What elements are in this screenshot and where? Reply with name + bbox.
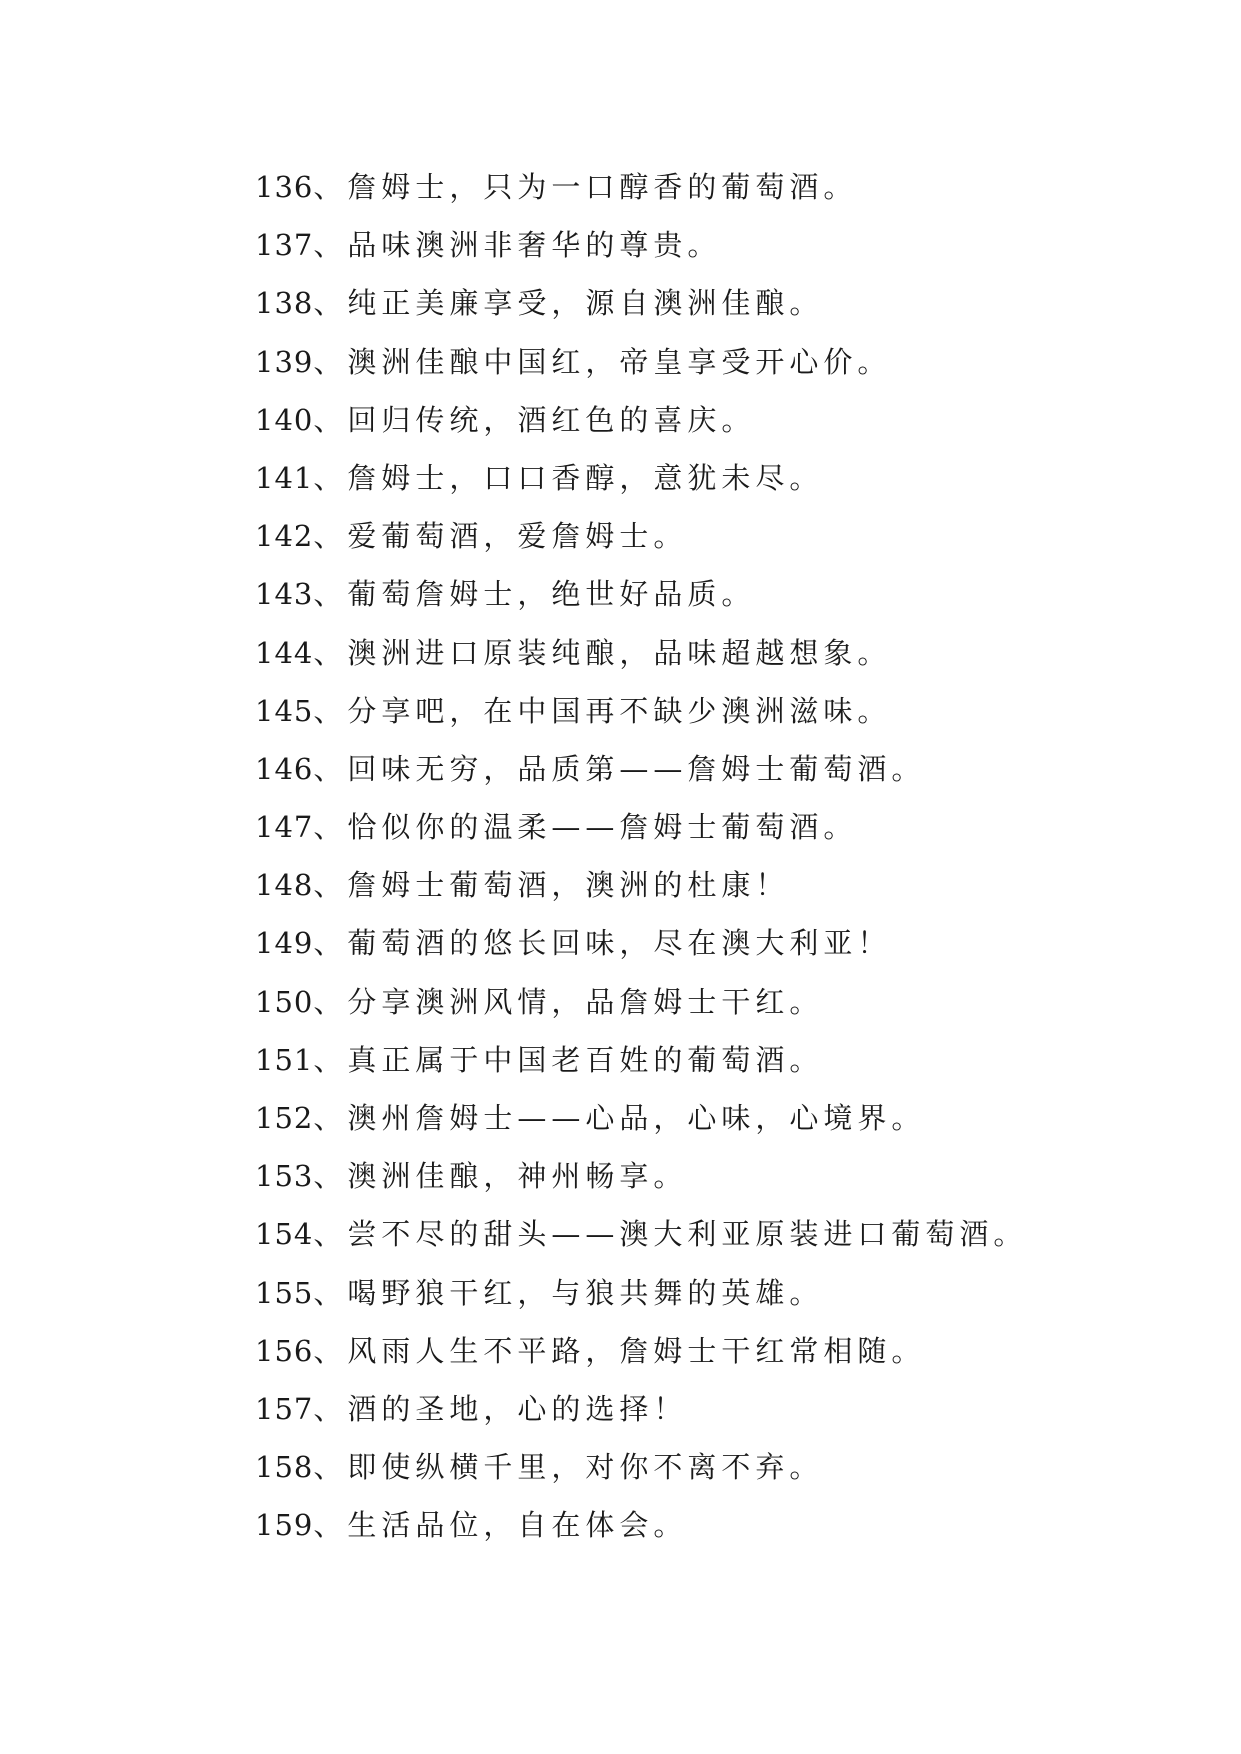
slogan-text: 、葡萄詹姆士，绝世好品质。 [313,577,756,612]
slogan-number: 158 [255,1450,314,1485]
slogan-line [255,1322,1135,1380]
slogan-line [255,158,1135,216]
slogan-number: 150 [255,984,314,1019]
slogan-line [255,624,1135,682]
slogan-number: 140 [255,402,314,437]
slogan-text: 、酒的圣地，心的选择！ [313,1391,688,1426]
slogan-text: 、澳洲佳酿，神州畅享。 [313,1159,688,1194]
slogan-number: 157 [255,1391,314,1426]
slogan-line [255,856,1135,914]
slogan-number: 153 [255,1159,314,1194]
slogan-number: 151 [255,1042,314,1077]
slogan-text: 、爱葡萄酒，爱詹姆士。 [313,519,688,554]
slogan-line [255,391,1135,449]
slogan-text: 、即使纵横千里，对你不离不弃。 [313,1450,824,1485]
slogan-number: 139 [255,344,314,379]
slogan-number: 148 [255,868,314,903]
slogan-text: 、品味澳洲非奢华的尊贵。 [313,228,722,263]
slogan-text: 、回归传统，酒红色的喜庆。 [313,402,756,437]
slogan-text: 、分享吧，在中国再不缺少澳洲滋味。 [313,693,892,728]
slogan-line [255,1089,1135,1147]
slogan-line [255,565,1135,623]
slogan-line [255,507,1135,565]
slogan-text: 、尝不尽的甜头——澳大利亚原装进口葡萄酒。 [313,1217,1028,1252]
slogan-line [255,1438,1135,1496]
slogan-number: 152 [255,1101,314,1135]
slogan-number: 136 [255,170,314,204]
slogan-line [255,1031,1135,1089]
slogan-line [255,333,1135,391]
slogan-text: 、生活品位，自在体会。 [313,1508,688,1543]
slogan-number: 156 [255,1333,314,1368]
slogan-number: 147 [255,810,314,845]
slogan-text: 、澳州詹姆士——心品，心味，心境界。 [313,1101,926,1135]
slogan-line [255,1147,1135,1205]
slogan-line [255,274,1135,332]
slogan-number: 137 [255,228,314,263]
slogan-line [255,449,1135,507]
slogan-text: 、分享澳洲风情，品詹姆士干红。 [313,984,824,1019]
slogan-text: 、葡萄酒的悠长回味，尽在澳大利亚！ [313,926,892,961]
slogan-line [255,1205,1135,1263]
slogan-number: 145 [255,693,314,728]
slogan-line [255,914,1135,972]
slogan-number: 143 [255,577,314,612]
slogan-text: 、詹姆士，只为一口醇香的葡萄酒。 [313,170,858,204]
slogan-line [255,1380,1135,1438]
slogan-text: 、詹姆士，口口香醇，意犹未尽。 [313,460,824,495]
slogan-text: 、真正属于中国老百姓的葡萄酒。 [313,1042,824,1077]
slogan-line [255,740,1135,798]
slogan-line [255,1496,1135,1554]
slogan-list [255,158,1135,1555]
slogan-text: 、喝野狼干红，与狼共舞的英雄。 [313,1275,824,1310]
slogan-number: 142 [255,519,314,554]
slogan-number: 159 [255,1508,314,1543]
slogan-number: 141 [255,460,314,495]
slogan-text: 、风雨人生不平路，詹姆士干红常相随。 [313,1333,926,1368]
slogan-text: 、回味无穷，品质第——詹姆士葡萄酒。 [313,751,926,786]
slogan-line [255,216,1135,274]
slogan-text: 、澳洲佳酿中国红，帝皇享受开心价。 [313,344,892,379]
slogan-line [255,973,1135,1031]
slogan-text: 、纯正美廉享受，源自澳洲佳酿。 [313,286,824,321]
slogan-line [255,682,1135,740]
slogan-line [255,1264,1135,1322]
slogan-number: 155 [255,1275,314,1310]
slogan-number: 154 [255,1217,314,1252]
slogan-text: 、恰似你的温柔——詹姆士葡萄酒。 [313,810,858,845]
slogan-number: 138 [255,286,314,321]
slogan-number: 149 [255,926,314,961]
slogan-text: 、澳洲进口原装纯酿，品味超越想象。 [313,635,892,670]
slogan-line [255,798,1135,856]
slogan-number: 144 [255,635,314,670]
slogan-text: 、詹姆士葡萄酒，澳洲的杜康！ [313,868,790,903]
slogan-number: 146 [255,751,314,786]
